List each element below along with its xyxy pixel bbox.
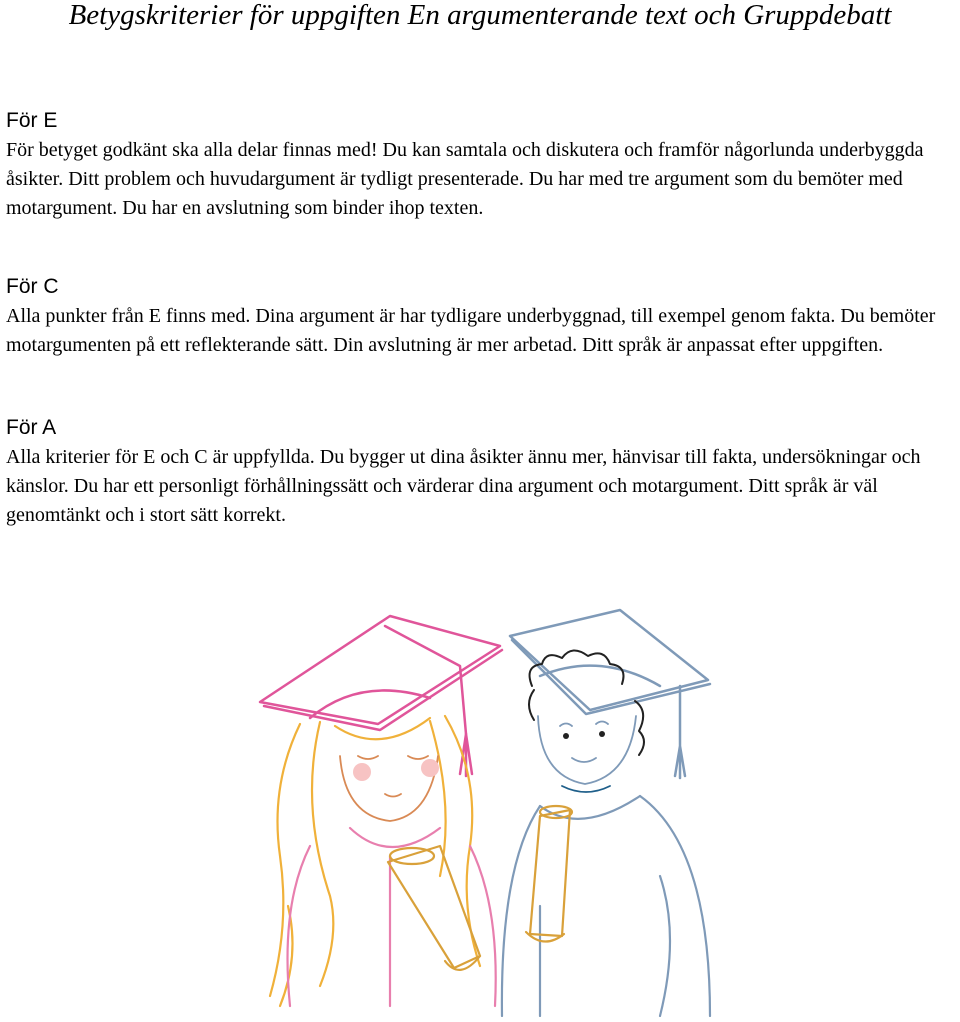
criteria-section-c bbox=[6, 272, 956, 360]
section-body-a: Alla kriterier för E och C är uppfyllda. Du bygger ut dina åsikter ännu mer, hänvisar till fakta, undersökningar och känslor. Du har ett personligt förhållningssätt och värderar dina argument och motargument. Ditt språk är väl genomtänkt och i stort sätt korrekt. bbox=[6, 446, 921, 526]
boy-diploma-icon bbox=[526, 806, 572, 942]
girl-cheek-left-icon bbox=[353, 763, 371, 781]
section-heading-e: För E bbox=[6, 109, 58, 132]
criteria-section-e bbox=[6, 106, 956, 223]
section-heading-a: För A bbox=[6, 416, 57, 439]
graduates-illustration-icon bbox=[240, 606, 720, 1017]
section-body-c: Alla punkter från E finns med. Dina argument är har tydligare underbyggnad, till exempel genom fakta. Du bemöter motargumenten på ett reflekterande sätt. Din avslutning är mer arbetad. Ditt språk är anpassat efter uppgiften. bbox=[6, 305, 936, 356]
section-body-e: För betyget godkänt ska alla delar finnas med! Du kan samtala och diskutera och framför någorlunda underbyggda åsikter. Ditt problem och huvudargument är tydligt presenterade. Du har med tre argument som du bemöter med motargument. Du har en avslutning som binder ihop texten. bbox=[6, 139, 924, 219]
boy-cap-icon bbox=[510, 610, 710, 778]
girl-diploma-icon bbox=[388, 846, 480, 970]
boy-face-icon bbox=[538, 716, 636, 792]
criteria-section-a bbox=[6, 413, 956, 530]
girl-cap-icon bbox=[260, 616, 502, 776]
girl-cheek-right-icon bbox=[421, 759, 439, 777]
section-heading-c: För C bbox=[6, 275, 59, 298]
girl-hair-icon bbox=[270, 716, 480, 1006]
document-title: Betygskriterier för uppgiften En argumenterande text och Gruppdebatt bbox=[68, 0, 892, 31]
